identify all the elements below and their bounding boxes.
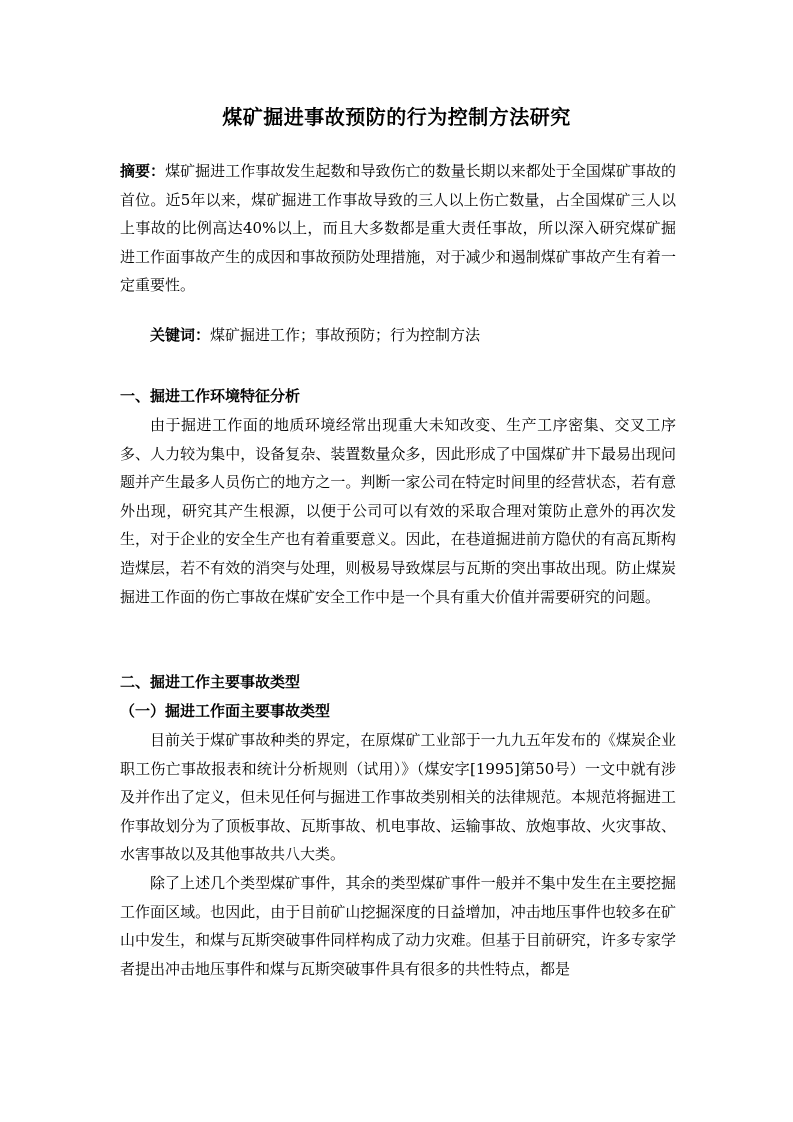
section-2-heading: 二、掘进工作主要事故类型: [120, 673, 301, 691]
abstract-label: 摘要：: [120, 162, 166, 180]
keywords-paragraph: [120, 321, 676, 350]
abstract-text: 煤矿掘进工作事故发生起数和导致伤亡的数量长期以来都处于全国煤矿事故的首位。近5年以来，煤矿掘进工作事故导致的三人以上伤亡数量，占全国煤矿三人以上事故的比例高达40%以上，而且大多数都是重大责任事故，所以深入研究煤矿掘进工作面事故产生的成因和事故预防处理措施，对于减少和遏制煤矿事故产生有着一定重要性。: [120, 162, 676, 295]
subsection-1-heading: （一）掘进工作面主要事故类型: [120, 702, 331, 720]
keywords-text: 煤矿掘进工作；事故预防；行为控制方法: [210, 326, 481, 344]
paper-title: 煤矿掘进事故预防的行为控制方法研究: [222, 105, 571, 129]
abstract-paragraph: [120, 157, 676, 300]
subsection-1-paragraph-1: 目前关于煤矿事故种类的界定，在原煤矿工业部于一九九五年发布的《煤炭企业职工伤亡事故报表和统计分析规则（试用）》（煤安字[1995]第50号）一文中就有涉及并作出了定义，但未见任何与掘进工作事故类别相关的法律规范。本规范将掘进工作事故划分为了顶板事故、瓦斯事故、机电事故、运输事故、放炮事故、火灾事故、水害事故以及其他事故共八大类。: [120, 731, 676, 864]
section-1-heading: 一、掘进工作环境特征分析: [120, 387, 301, 405]
subsection-1-paragraph-2: 除了上述几个类型煤矿事件，其余的类型煤矿事件一般并不集中发生在主要挖掘工作面区域。也因此，由于目前矿山挖掘深度的日益增加，冲击地压事件也较多在矿山中发生，和煤与瓦斯突破事件同样构成了动力灾难。但基于目前研究，许多专家学者提出冲击地压事件和煤与瓦斯突破事件具有很多的共性特点，都是: [120, 874, 676, 978]
keywords-label: 关键词：: [150, 326, 211, 344]
section-1-paragraph: 由于掘进工作面的地质环境经常出现重大未知改变、生产工序密集、交叉工序多、人力较为集中，设备复杂、装置数量众多，因此形成了中国煤矿井下最易出现问题并产生最多人员伤亡的地方之一。判断一家公司在特定时间里的经营状态，若有意外出现，研究其产生根源，以便于公司可以有效的采取合理对策防止意外的再次发生，对于企业的安全生产也有着重要意义。因此，在巷道掘进前方隐伏的有高瓦斯构造煤层，若不有效的消突与处理，则极易导致煤层与瓦斯的突出事故出现。防止煤炭掘进工作面的伤亡事故在煤矿安全工作中是一个具有重大价值并需要研究的问题。: [120, 416, 676, 606]
